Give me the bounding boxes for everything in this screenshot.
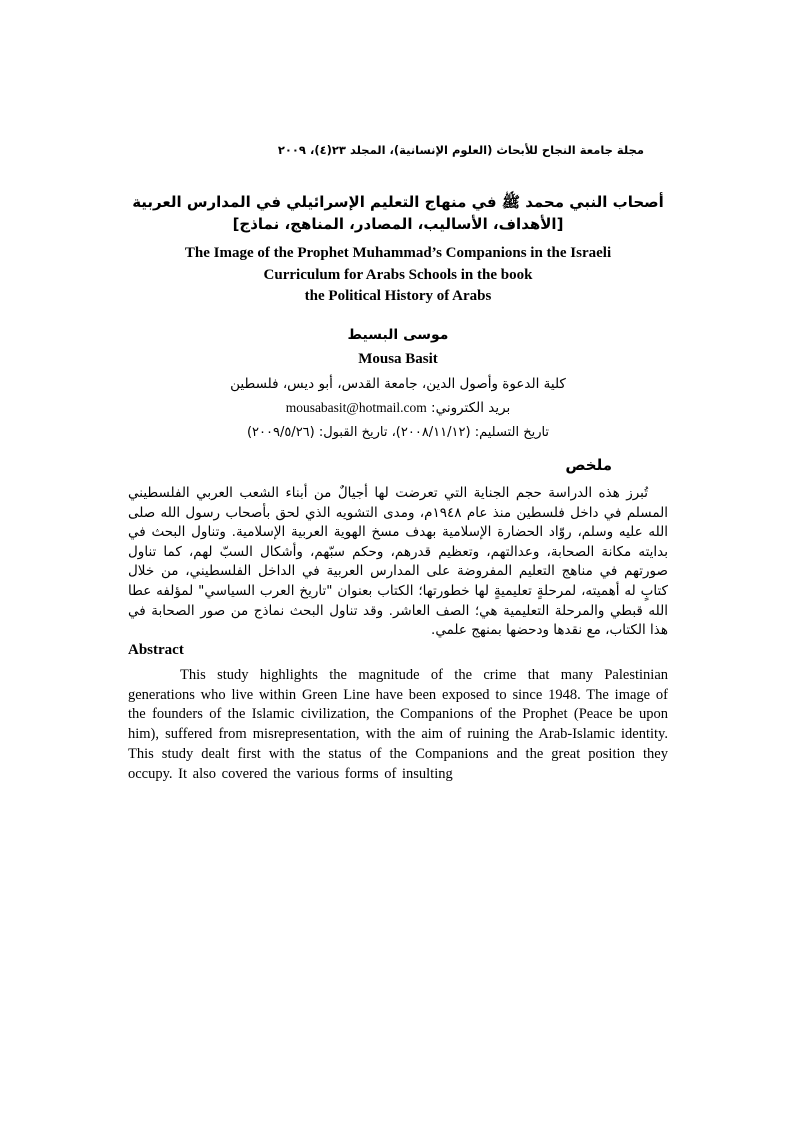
article-title-arabic-line2: [الأهداف، الأساليب، المصادر، المناهج، نماذج] xyxy=(232,215,564,233)
abstract-english-heading: Abstract xyxy=(128,642,184,658)
submission-acceptance-dates: تاريخ التسليم: (٢٠٠٨/١١/١٢)، تاريخ القبول: (٢٠٠٩/٥/٢٦) xyxy=(246,425,550,440)
article-title-english xyxy=(128,243,668,308)
abstract-english-body: This study highlights the magnitude of the crime that many Palestinian generations who live within Green Line have been exposed to since 1948. The image of the founders of the Islamic civilization, the Companions of the Prophet (Peace be upon him), suffered from misrepresentation, with the aim of ruining the Arab-Islamic identity. This study dealt first with the status of the Companions and the great position they occupy. It also covered the various forms of insulting xyxy=(128,667,668,782)
author-affiliation: كلية الدعوة وأصول الدين، جامعة القدس، أبو ديس، فلسطين xyxy=(230,376,566,392)
article-title-english-line1: The Image of the Prophet Muhammad’s Companions in the Israeli xyxy=(184,245,612,261)
author-name-english: Mousa Basit xyxy=(358,351,438,367)
article-title-arabic-line1: أصحاب النبي محمد ﷺ في منهاج التعليم الإسرائيلي في المدارس العربية xyxy=(132,193,664,211)
abstract-arabic-heading: ملخص xyxy=(565,456,612,474)
author-email: mousabasit@hotmail.com xyxy=(285,400,427,415)
article-title-english-line2: Curriculum for Arabs Schools in the book xyxy=(263,266,533,283)
abstract-arabic-body: تُبرز هذه الدراسة حجم الجناية التي تعرضت لها أجيالٌ من أبناء الشعب العربي الفلسطيني المسلم في داخل فلسطين منذ عام ١٩٤٨م، ومدى التشويه الذي لحق بأصحاب رسول الله صلى الله عليه وسلم، روّاد الحضارة الإسلامية بهدف مسخ الهوية العربية الإسلامية. وتناول البحث في بدايته مكانة الصحابة، وعدالتهم، وتعظيم قدرهم، وحكم سبّهم، وأشكال السبّ لهم، كما تناول صورتهم في مناهج التعليم المفروضة على المدارس العربية في الداخل الفلسطيني، من خلال كتابٍ له أهميته، لمرحلةٍ تعليميةٍ لها خطورتها؛ الكتاب بعنوان "تاريخ العرب السياسي" لمؤلفه عطا الله قبطي والمرحلة التعليمية هي؛ الصف العاشر. وقد تناول البحث نماذج من صور الصحابة في هذا الكتاب، مع نقدها ودحضها بمنهج علمي. xyxy=(128,485,668,639)
article-title-english-line3: the Political History of Arabs xyxy=(304,288,492,304)
article-title-arabic xyxy=(128,191,668,235)
author-email-line xyxy=(128,400,668,416)
journal-header: مجلة جامعة النجاح للأبحاث (العلوم الإنسانية)، المجلد ٢٣(٤)، ٢٠٠٩ xyxy=(277,143,644,157)
email-label: بريد الكتروني: xyxy=(431,400,511,416)
author-name-arabic: موسى البسيط xyxy=(347,327,449,343)
